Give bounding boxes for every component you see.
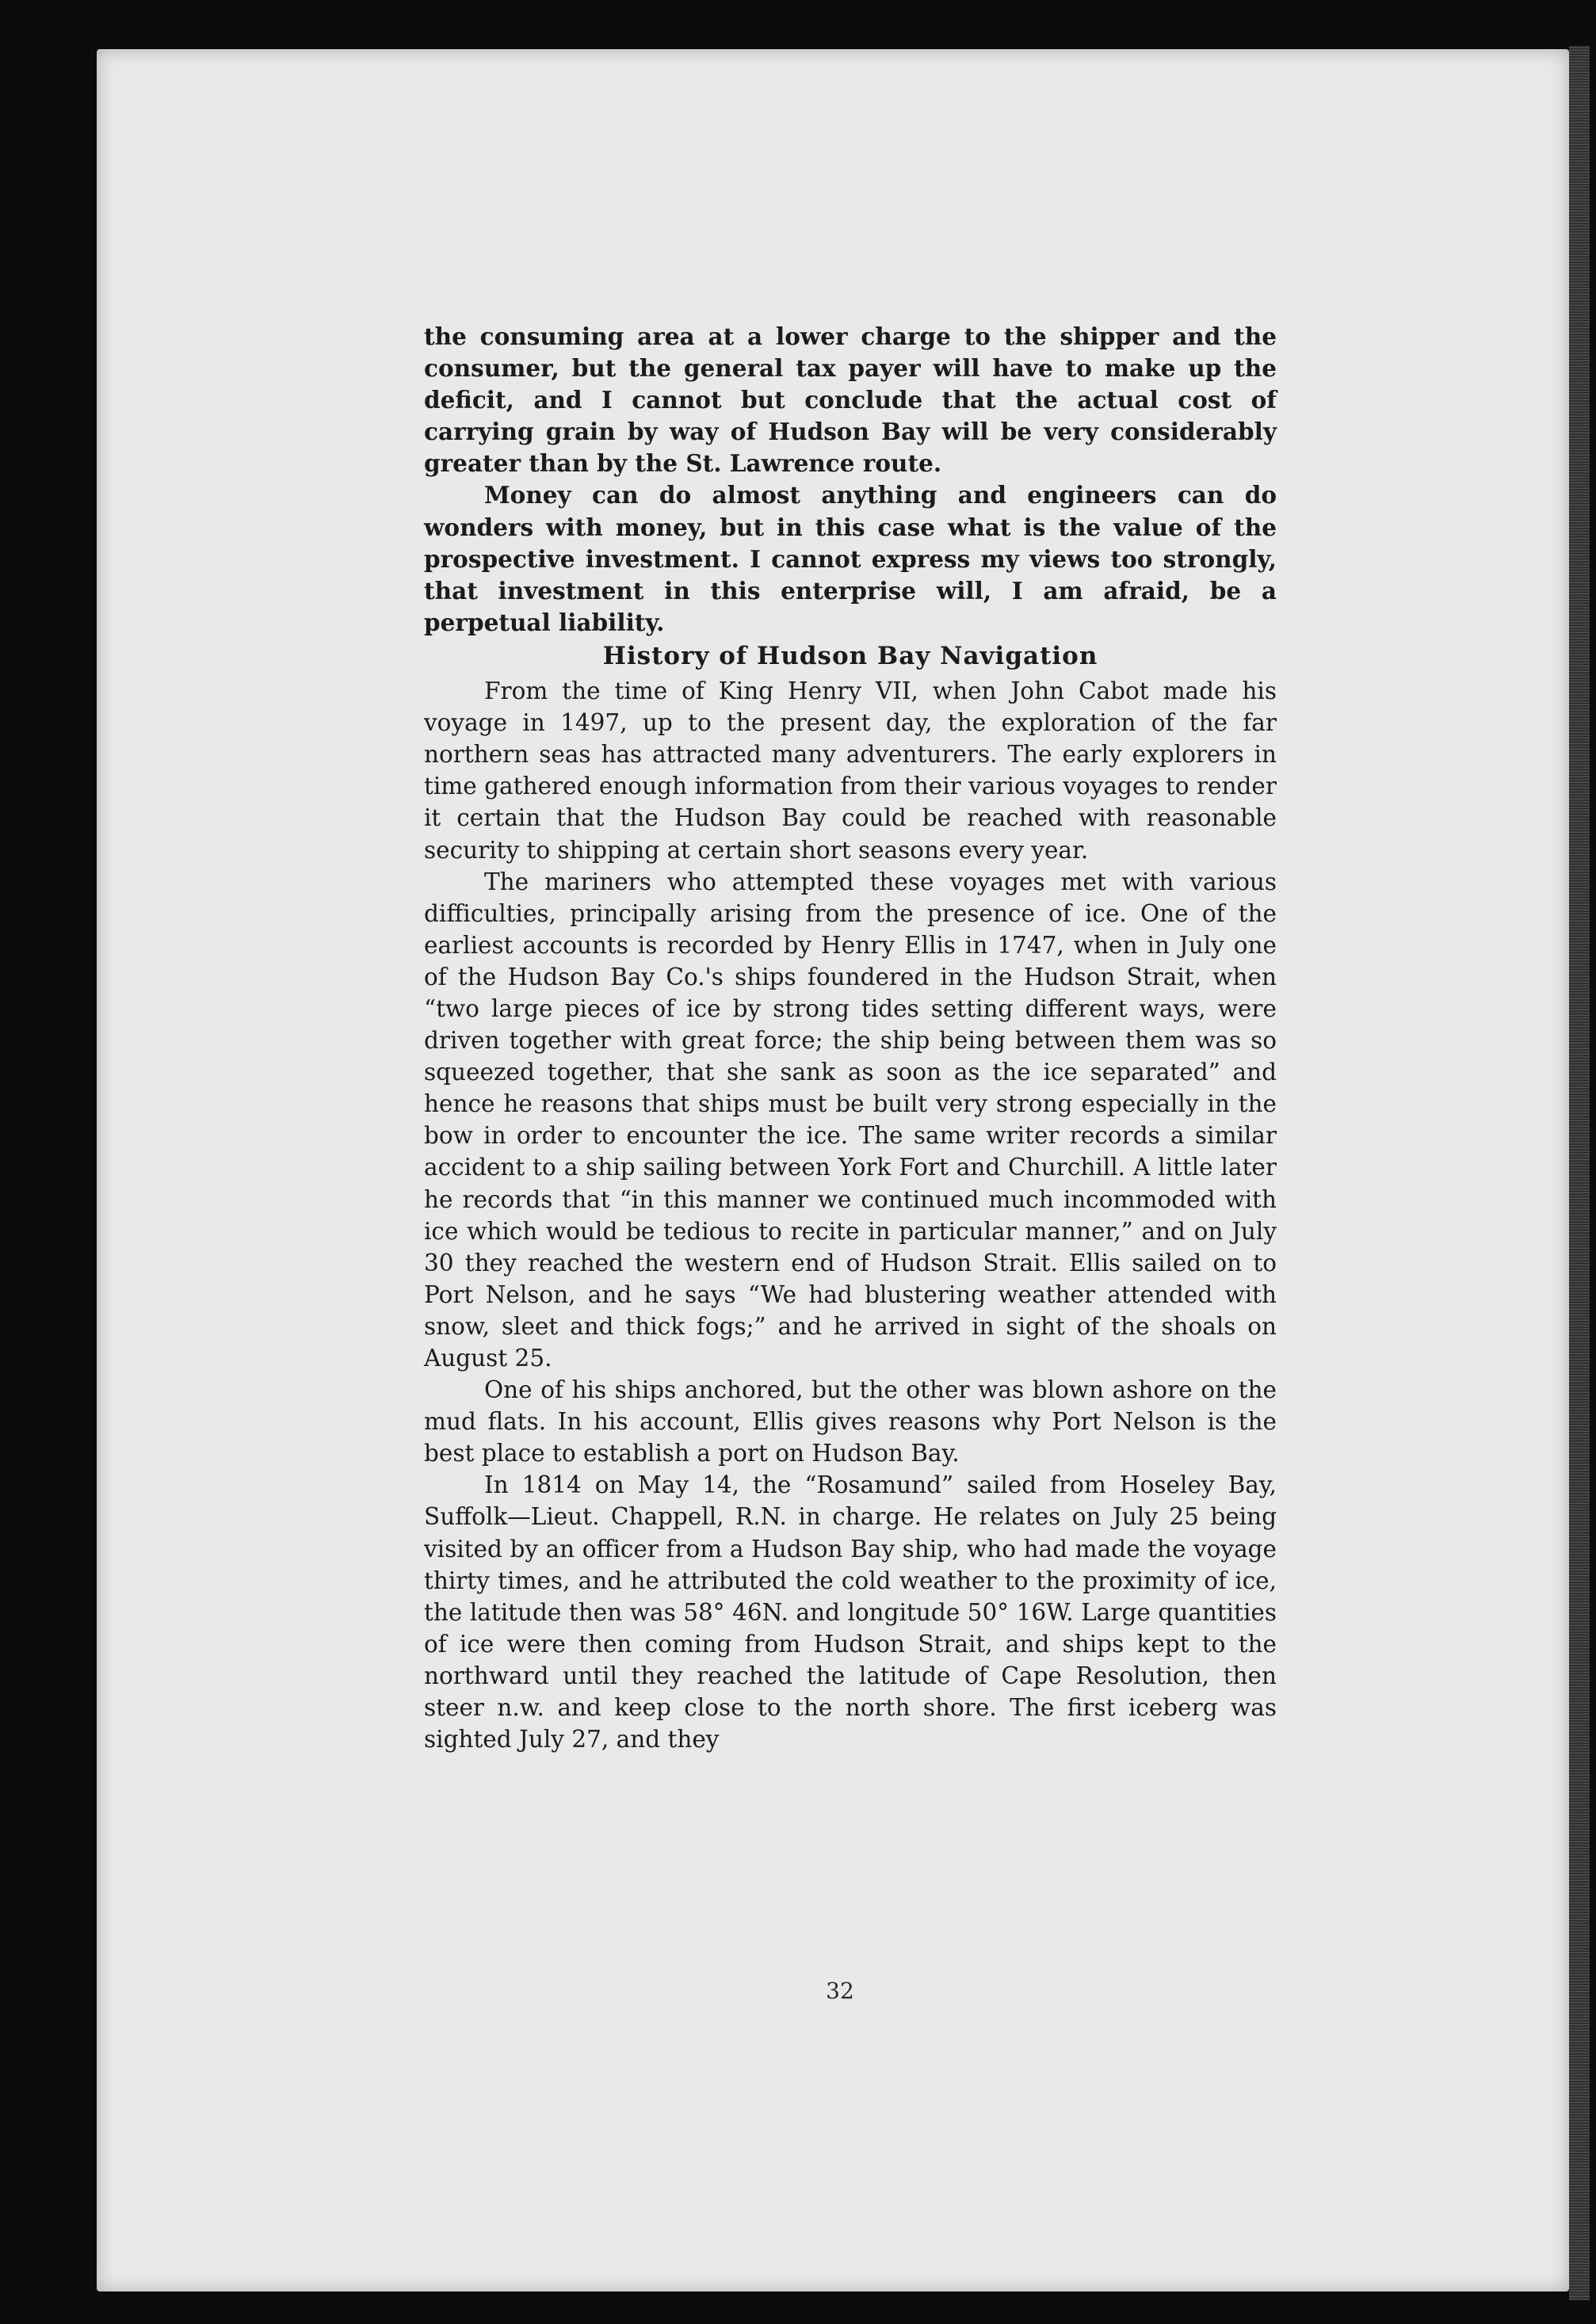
paragraph: The mariners who attempted these voyages met with various difficulties, principally arising from the presence of ice. One of the earliest accounts is recorded by Henry Ellis in 1747, when in July one of the Hudson Bay Co.'s ships foundered in the Hudson Strait, when “two large pieces of ice by strong tides setting different ways, were driven together with great force; the ship being between them was so squeezed together, that she sank as soon as the ice separated” and hence he reasons that ships must be built very strong especially in the bow in order to encounter the ice. The same writer records a similar accident to a ship sailing between York Fort and Churchill. A little later he records that “in this manner we continued much incommoded with ice which would be tedious to recite in particular manner,” and on July 30 they reached the western end of Hudson Strait. Ellis sailed on to Port Nelson, and he says “We had blustering weather attended with snow, sleet and thick fogs;” and he arrived in sight of the shoals on August 25.: [424, 868, 1277, 1372]
paragraph: One of his ships anchored, but the other was blown ashore on the mud flats. In his account, Ellis gives reasons why Port Nelson is the best place to establish a port on Hudson Bay.: [424, 1376, 1277, 1467]
section-heading: History of Hudson Bay Navigation: [602, 641, 1098, 670]
paragraph: From the time of King Henry VII, when John Cabot made his voyage in 1497, up to the present day, the exploration of the far northern seas has attracted many adventurers. The early explorers in time gathered enough information from their various voyages to render it certain that the Hudson Bay could be reached with reasonable security to shipping at certain short seasons every year.: [424, 677, 1277, 864]
paragraph: the consuming area at a lower charge to the shipper and the consumer, but the general tax payer will have to make up the deficit, and I cannot but conclude that the actual cost of carrying grain by way of Hudson Bay will be very considerably greater than by the St. Lawrence route.: [424, 322, 1277, 478]
page-edge: [1569, 46, 1590, 2300]
paragraph: Money can do almost anything and engineers can do wonders with money, but in this case what is the value of the prospective investment. I cannot express my views too strongly, that investment in this enterprise will, I am afraid, be a perpetual liability.: [424, 481, 1277, 636]
paragraph: In 1814 on May 14, the “Rosamund” sailed from Hoseley Bay, Suffolk—Lieut. Chappell, R.N. in charge. He relates on July 25 being visited by an officer from a Hudson Bay ship, who had made the voyage thirty times, and he attributed the cold weather to the proximity of ice, the latitude then was 58° 46N. and longitude 50° 16W. Large quantities of ice were then coming from Hudson Strait, and ships kept to the northward until they reached the latitude of Cape Resolution, then steer n.w. and keep close to the north shore. The first iceberg was sighted July 27, and they: [424, 1471, 1277, 1753]
page-number: 32: [826, 1978, 854, 2004]
body-text: [424, 321, 1277, 1755]
